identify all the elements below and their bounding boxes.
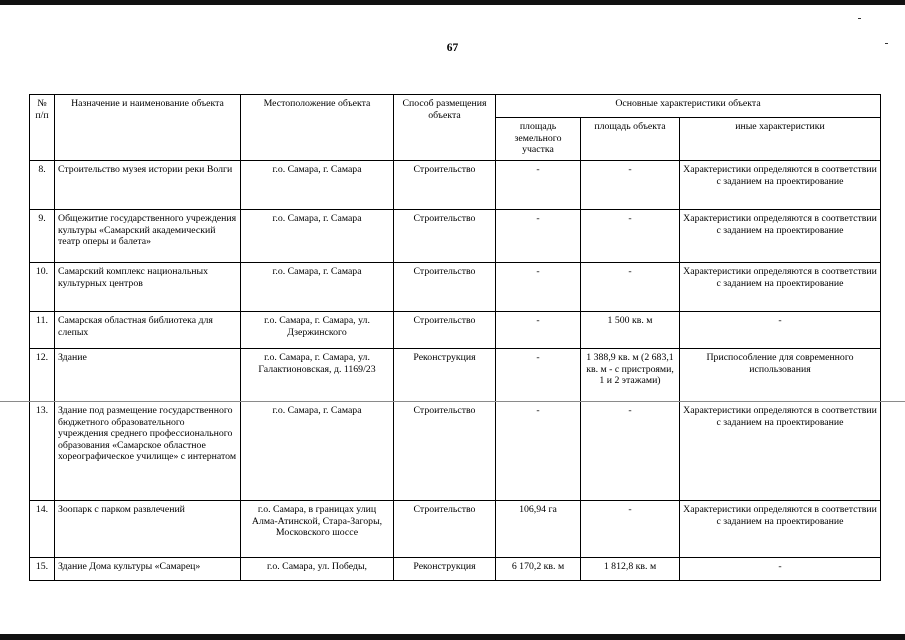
page-number: 67 bbox=[446, 42, 459, 54]
row-method: Реконструкция bbox=[394, 349, 496, 402]
row-number: 9. bbox=[30, 210, 55, 263]
header-method: Способ размещения объекта bbox=[394, 95, 496, 161]
row-object-area: - bbox=[581, 501, 680, 558]
row-method: Строительство bbox=[394, 263, 496, 312]
row-name: Здание bbox=[55, 349, 241, 402]
scan-speck bbox=[858, 18, 861, 19]
table-body bbox=[30, 161, 881, 581]
header-object-area: площадь объекта bbox=[581, 118, 680, 161]
row-other: - bbox=[680, 558, 881, 581]
row-land-area: - bbox=[496, 210, 581, 263]
row-other: Характеристики определяются в соответствии с заданием на проектирование bbox=[680, 210, 881, 263]
row-other: Приспособление для современного использования bbox=[680, 349, 881, 402]
row-location: г.о. Самара, в границах улиц Алма-Атинской, Стара-Загоры, Московского шоссе bbox=[241, 501, 394, 558]
row-object-area: - bbox=[581, 210, 680, 263]
row-number: 15. bbox=[30, 558, 55, 581]
table-row bbox=[30, 349, 881, 402]
table-row bbox=[30, 402, 881, 501]
table-row bbox=[30, 501, 881, 558]
row-land-area: - bbox=[496, 312, 581, 349]
scan-separator-line bbox=[0, 401, 905, 402]
top-scan-border bbox=[0, 0, 905, 5]
header-row bbox=[30, 95, 881, 118]
row-location: г.о. Самара, г. Самара, ул. Галактионовская, д. 1169/23 bbox=[241, 349, 394, 402]
row-other: Характеристики определяются в соответствии с заданием на проектирование bbox=[680, 263, 881, 312]
table-row bbox=[30, 263, 881, 312]
row-land-area: 6 170,2 кв. м bbox=[496, 558, 581, 581]
row-number: 14. bbox=[30, 501, 55, 558]
row-location: г.о. Самара, г. Самара bbox=[241, 161, 394, 210]
row-method: Строительство bbox=[394, 402, 496, 501]
row-name: Здание Дома культуры «Самарец» bbox=[55, 558, 241, 581]
table-row bbox=[30, 558, 881, 581]
row-object-area: 1 500 кв. м bbox=[581, 312, 680, 349]
row-location: г.о. Самара, г. Самара bbox=[241, 210, 394, 263]
row-land-area: 106,94 га bbox=[496, 501, 581, 558]
row-land-area: - bbox=[496, 161, 581, 210]
row-name: Строительство музея истории реки Волги bbox=[55, 161, 241, 210]
bottom-scan-border bbox=[0, 634, 905, 640]
row-other: Характеристики определяются в соответствии с заданием на проектирование bbox=[680, 161, 881, 210]
row-name: Общежитие государственного учреждения культуры «Самарский академический театр оперы и балета» bbox=[55, 210, 241, 263]
row-other: Характеристики определяются в соответствии с заданием на проектирование bbox=[680, 402, 881, 501]
header-location: Местоположение объекта bbox=[241, 95, 394, 161]
header-land-area: площадь земельного участка bbox=[496, 118, 581, 161]
row-name: Самарский комплекс национальных культурных центров bbox=[55, 263, 241, 312]
row-location: г.о. Самара, ул. Победы, bbox=[241, 558, 394, 581]
header-name: Назначение и наименование объекта bbox=[55, 95, 241, 161]
header-main-characteristics: Основные характеристики объекта bbox=[496, 95, 881, 118]
row-name: Зоопарк с парком развлечений bbox=[55, 501, 241, 558]
row-number: 11. bbox=[30, 312, 55, 349]
row-other: Характеристики определяются в соответствии с заданием на проектирование bbox=[680, 501, 881, 558]
row-number: 12. bbox=[30, 349, 55, 402]
row-location: г.о. Самара, г. Самара, ул. Дзержинского bbox=[241, 312, 394, 349]
table-row bbox=[30, 312, 881, 349]
row-object-area: - bbox=[581, 402, 680, 501]
row-land-area: - bbox=[496, 349, 581, 402]
row-object-area: - bbox=[581, 161, 680, 210]
table-row bbox=[30, 210, 881, 263]
row-method: Реконструкция bbox=[394, 558, 496, 581]
row-land-area: - bbox=[496, 263, 581, 312]
header-num: № п/п bbox=[30, 95, 55, 161]
row-number: 13. bbox=[30, 402, 55, 501]
objects-table bbox=[29, 94, 881, 581]
row-name: Самарская областная библиотека для слепых bbox=[55, 312, 241, 349]
row-location: г.о. Самара, г. Самара bbox=[241, 263, 394, 312]
row-number: 8. bbox=[30, 161, 55, 210]
row-name: Здание под размещение государственного бюджетного образовательного учреждения среднего профессионального образования «Самарское областное хореографическое училище» с интернатом bbox=[55, 402, 241, 501]
row-object-area: 1 812,8 кв. м bbox=[581, 558, 680, 581]
row-other: - bbox=[680, 312, 881, 349]
row-method: Строительство bbox=[394, 501, 496, 558]
header-other: иные характеристики bbox=[680, 118, 881, 161]
row-method: Строительство bbox=[394, 161, 496, 210]
row-method: Строительство bbox=[394, 210, 496, 263]
table-row bbox=[30, 161, 881, 210]
row-object-area: 1 388,9 кв. м (2 683,1 кв. м - с пристроями, 1 и 2 этажами) bbox=[581, 349, 680, 402]
row-number: 10. bbox=[30, 263, 55, 312]
row-object-area: - bbox=[581, 263, 680, 312]
row-location: г.о. Самара, г. Самара bbox=[241, 402, 394, 501]
row-method: Строительство bbox=[394, 312, 496, 349]
row-land-area: - bbox=[496, 402, 581, 501]
